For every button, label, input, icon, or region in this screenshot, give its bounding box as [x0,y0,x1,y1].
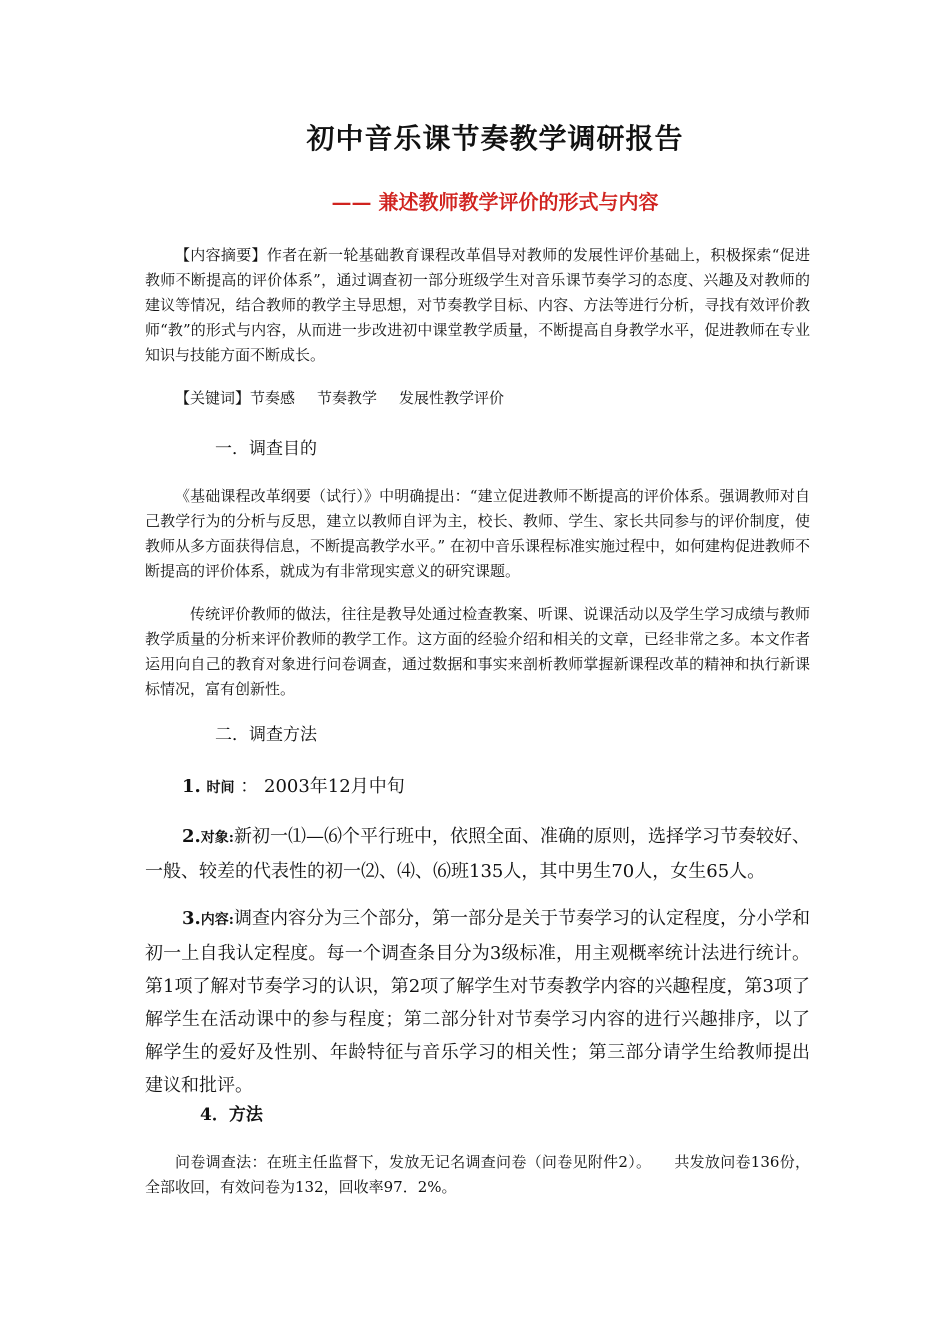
section2-heading: 二．调查方法 [215,725,317,745]
keyword-item: 节奏教学 [317,389,378,407]
document-title: 初中音乐课节奏教学调研报告 [306,122,684,155]
time-label: 时间 [206,780,235,796]
content-label: 内容: [200,912,234,928]
section1-paragraph-1: 《基础课程改革纲要（试行）》中明确提出：“建立促进教师不断提高的评价体系。强调教师对自己教学行为的分析与反思，建立以教师自评为主，校长、教师、学生、家长共同参与的评价制度，使教师从多方面获得信息，不断提高教学水平。” 在初中音乐课程标准实施过程中，如何建构促进教师不断提高的评价体系，就成为有非常现实意义的研究课题。 [145,487,810,580]
section1-paragraph-2: 传统评价教师的做法，往往是教导处通过检查教案、听课、说课活动以及学生学习成绩与教师教学质量的分析来评价教师的教学工作。这方面的经验介绍和相关的文章，已经非常之多。本文作者运用向自己的教育对象进行问卷调查，通过数据和事实来剖析教师掌握新课程改革的精神和执行新课标情况，富有创新性。 [145,605,810,698]
item-number: 3. [182,908,201,929]
time-value: 2003年12月中旬 [264,776,405,797]
abstract-label: 【内容摘要】 [175,246,267,264]
keyword-item: 节奏感 [250,389,296,407]
keyword-item: 发展性教学评价 [399,389,505,407]
item-number: 2. [182,826,201,847]
time-separator: ： [234,776,259,797]
method-item-method-heading: 4．方法 [200,1105,263,1125]
abstract-text: 作者在新一轮基础教育课程改革倡导对教师的发展性评价基础上，积极探索“促进教师不断提高的评价体系”，通过调查初一部分班级学生对音乐课节奏学习的态度、兴趣及对教师的建议等情况，结合教师的教学主导思想，对节奏教学目标、内容、方法等进行分析，寻找有效评价教师“教”的形式与内容，从而进一步改进初中课堂教学质量，不断提高自身教学水平，促进教师在专业知识与技能方面不断成长。 [145,246,810,364]
document-subtitle: —— 兼述教师教学评价的形式与内容 [331,190,659,214]
keywords-label: 【关键词】 [175,389,251,407]
section1-heading: 一．调查目的 [215,439,317,459]
method-description: 问卷调查法：在班主任监督下，发放无记名调查问卷（问卷见附件2）。 共发放问卷136份，全部收回，有效问卷为132，回收率97．2%。 [145,1153,810,1196]
subjects-text: 新初一⑴—⑹个平行班中，依照全面、准确的原则，选择学习节奏较好、一般、较差的代表性的初一⑵、⑷、⑹班135人，其中男生70人，女生65人。 [145,826,810,882]
abstract-paragraph [145,243,810,368]
keywords-line [145,386,810,411]
method-item-time [182,770,782,805]
method-item-subjects [145,820,810,888]
content-text: 调查内容分为三个部分，第一部分是关于节奏学习的认定程度，分小学和初一上自我认定程度。每一个调查条目分为3级标准，用主观概率统计法进行统计。第1项了解对节奏学习的认识，第2项了解学生对节奏教学内容的兴趣程度，第3项了解学生在活动课中的参与程度；第二部分针对节奏学习内容的进行兴趣排序，以了解学生的爱好及性别、年龄特征与音乐学习的相关性；第三部分请学生给教师提出建议和批评。 [145,908,810,1096]
subjects-label: 对象: [200,830,234,846]
method-item-content [145,902,810,1102]
item-number: 1. [182,776,201,797]
